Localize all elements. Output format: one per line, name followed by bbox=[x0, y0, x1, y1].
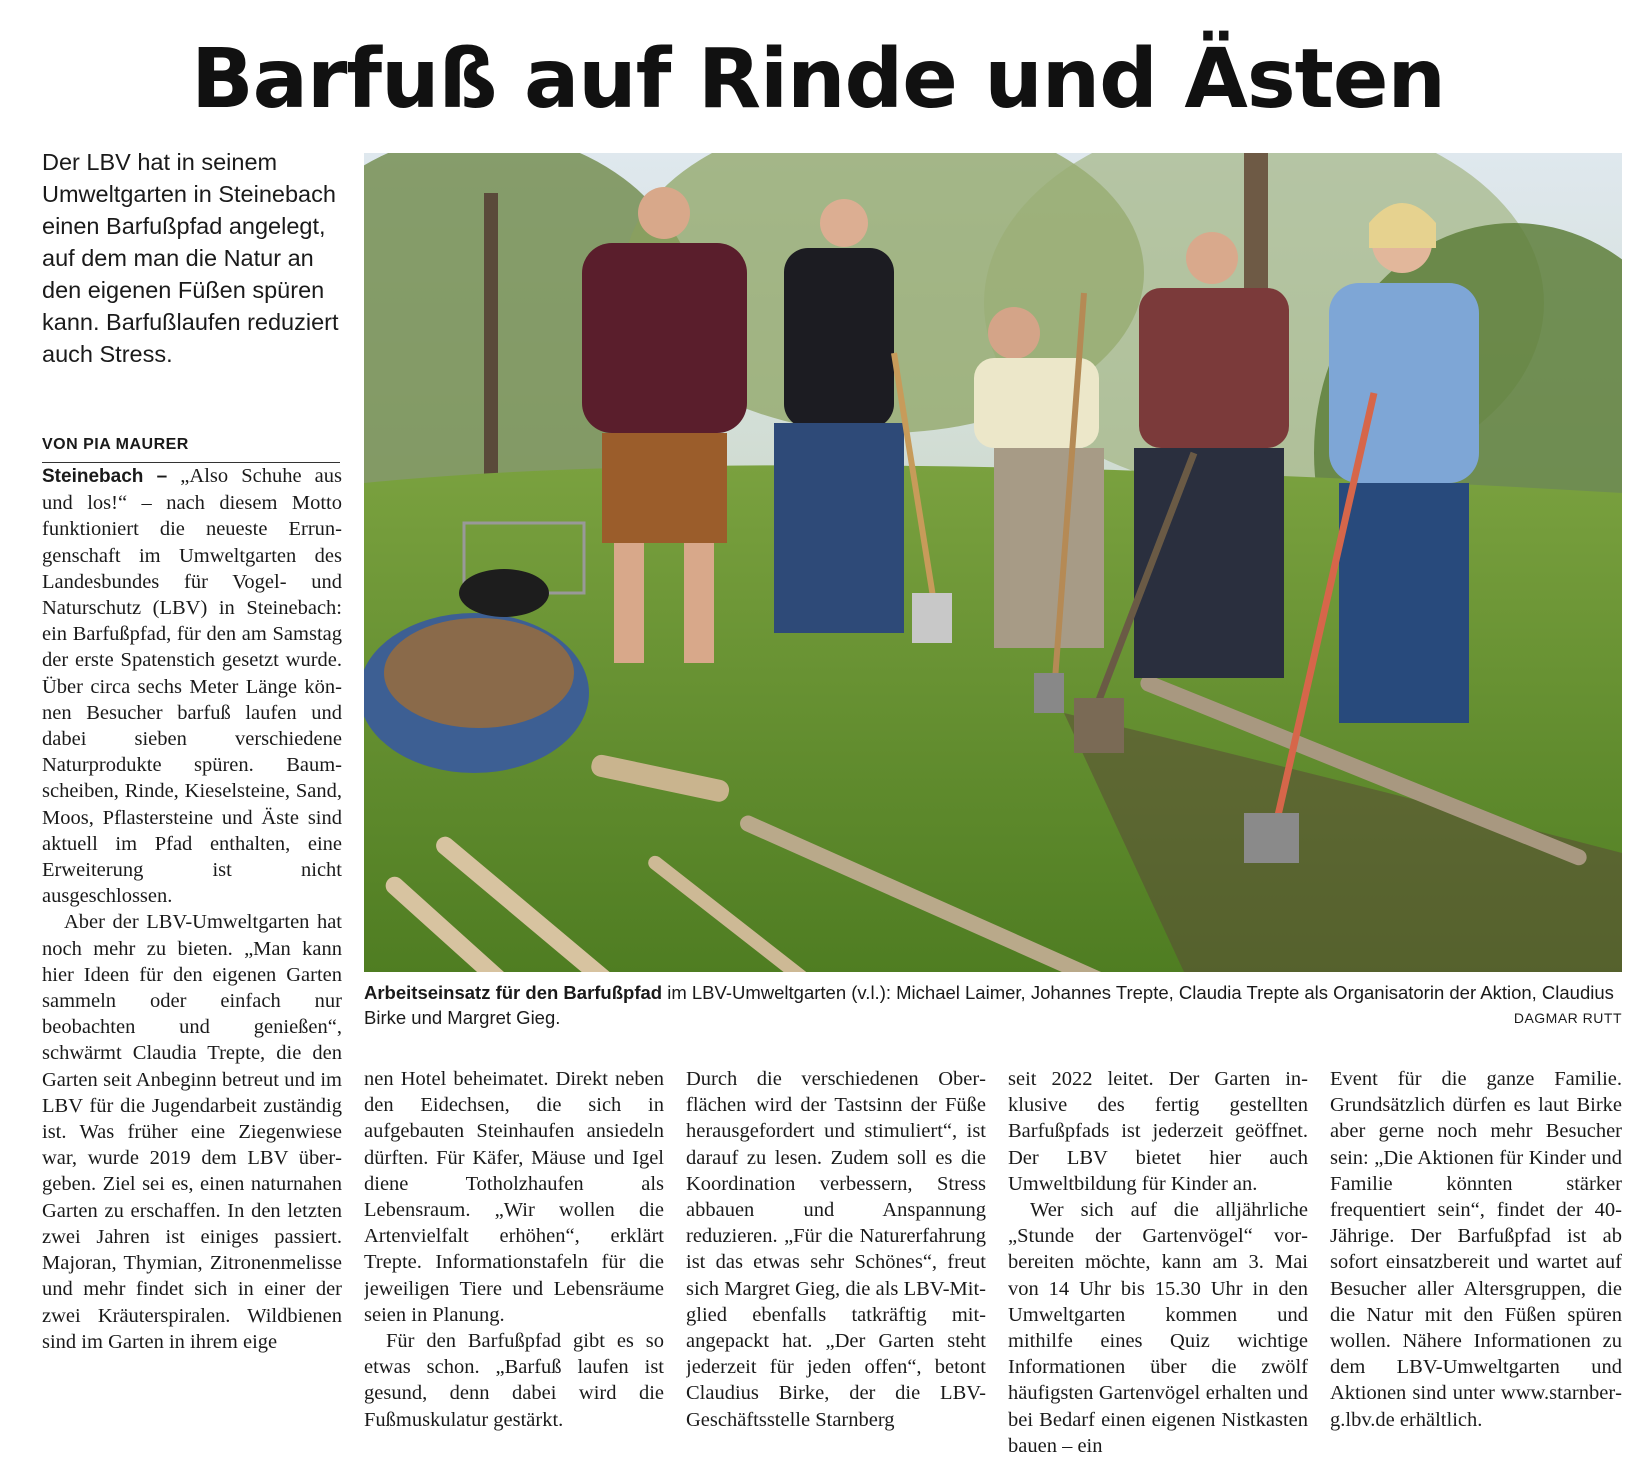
paragraph-text: „Also Schuhe aus und los!“ – nach diesem Motto funktioniert die neueste Errungenschaft im Umweltgarten des Landesbundes für Vogel- und Naturschutz (LBV) in Steinebach: ein Barfußpfad, für den am Samstag der erste Spatenstich gesetzt wurde. Über circa sechs Meter Länge können Besucher barfuß laufen und dabei sieben verschiedene Naturprodukte spüren. Baumscheiben, Rinde, Kieselsteine, Sand, Moos, Pflastersteine und Äste sind aktuell im Pfad enthalten, eine Erweiterung ist nicht ausgeschlossen. bbox=[42, 465, 342, 908]
article-column-2 bbox=[364, 1066, 664, 1466]
article-paragraph: seit 2022 leitet. Der Garten inklusive des fertig gestellten Barfußpfads ist jederzeit geöffnet. Der LBV bietet hier auch Umweltbildung für Kinder an. bbox=[1008, 1068, 1308, 1195]
article-photo bbox=[364, 153, 1622, 972]
byline: VON PIA MAURER bbox=[42, 436, 340, 463]
photo-illustration bbox=[364, 153, 1622, 972]
article-paragraph: Aber der LBV-Umweltgarten hat noch mehr zu bieten. „Man kann hier Ideen für den eigenen Garten sammeln oder einfach nur beobachten und genießen“, schwärmt Claudia Trepte, die den Garten seit Anbeginn betreut und im LBV für die Jugendarbeit zuständig ist. Was früher eine Ziegenwiese war, wurde 2019 dem LBV übergeben. Ziel sei es, einen naturnahen Garten zu erschaffen. In den letzten zwei Jahren ist einiges passiert. Majoran, Thymian, Zitronenmelisse und mehr findet sich in einer der zwei Kräuterspiralen. Wildbienen sind im Garten in ihrem eige bbox=[42, 911, 342, 1353]
teaser: Der LBV hat in seinem Umweltgarten in Steinebach einen Barfußpfad angelegt, auf dem man die Natur an den eigenen Füßen spüren kann. Barfußlaufen reduziert auch Stress. bbox=[42, 149, 339, 367]
article-paragraph: Event für die ganze Familie. Grundsätzlich dürfen es laut Birke aber gerne noch mehr Besucher sein: „Die Aktionen für Kinder und Familie könnten stärker frequentiert sein“, findet der 40-Jährige. Der Barfußpfad ist ab sofort einsatzbereit und wartet auf Besucher aller Altersgruppen, die die Natur mit den Füßen spüren wollen. Nähere Informationen zu dem LBV-Umweltgarten und Aktionen sind unter www.starnberg.lbv.de erhältlich. bbox=[1330, 1068, 1622, 1431]
person-4 bbox=[1134, 232, 1289, 678]
article-paragraph: nen Hotel beheimatet. Direkt neben den Eidechsen, die sich in aufgebauten Steinhaufen ansiedeln dürften. Für Käfer, Mäuse und Igel diene Totholzhaufen als Lebensraum. „Wir wollen die Artenvielfalt erhöhen“, erklärt Trepte. Informationstafeln für die jeweiligen Tiere und Lebensräume seien in Planung. bbox=[364, 1068, 664, 1326]
article-column-5 bbox=[1330, 1066, 1622, 1466]
photo-caption bbox=[364, 980, 1622, 1030]
caption-lead: Arbeitseinsatz für den Barfußpfad bbox=[364, 982, 663, 1003]
person-2 bbox=[774, 199, 904, 633]
article-paragraph: Wer sich auf die alljährliche „Stunde der Gartenvögel“ vorbereiten möchte, kann am 3. Mai von 14 Uhr bis 15.30 Uhr in den Umweltgarten kommen und mithilfe eines Quiz wichtige Informationen über die zwölf häufigsten Gartenvögel erhalten und bei Bedarf einen eigenen Nistkasten bauen – ein bbox=[1008, 1199, 1308, 1457]
article-column-4 bbox=[1008, 1066, 1308, 1466]
article-column-1 bbox=[42, 463, 342, 1463]
article-paragraph: Durch die verschiedenen Oberflächen wird der Tastsinn der Füße herausgefordert und stimuliert“, ist darauf zu lesen. Zudem soll es die Koordination verbessern, Stress abbauen und Anspannung reduzieren. „Für die Naturerfahrung ist das etwas sehr Schönes“, freut sich Margret Gieg, die als LBV-Mitglied ebenfalls tatkräftig mitangepackt hat. „Der Garten steht jederzeit für jeden offen“, betont Claudius Birke, der die LBV-Geschäftsstelle Starnberg bbox=[686, 1068, 986, 1431]
photo-credit: DAGMAR RUTT bbox=[1513, 1010, 1622, 1026]
caption-text: im LBV-Umweltgarten (v.l.): Michael Laimer, Johannes Trepte, Claudia Trepte als Organisatorin der Aktion, Claudius Birke und Margret Gieg. bbox=[364, 982, 1614, 1028]
dateline: Steinebach – bbox=[42, 466, 168, 487]
headline: Barfuß auf Rinde und Ästen bbox=[191, 32, 1445, 127]
article-paragraph: Für den Barfußpfad gibt es so etwas schon. „Barfuß laufen ist gesund, denn dabei wird die Fußmuskulatur gestärkt. bbox=[364, 1330, 664, 1431]
article-paragraph bbox=[42, 463, 342, 909]
article-column-3 bbox=[686, 1066, 986, 1466]
